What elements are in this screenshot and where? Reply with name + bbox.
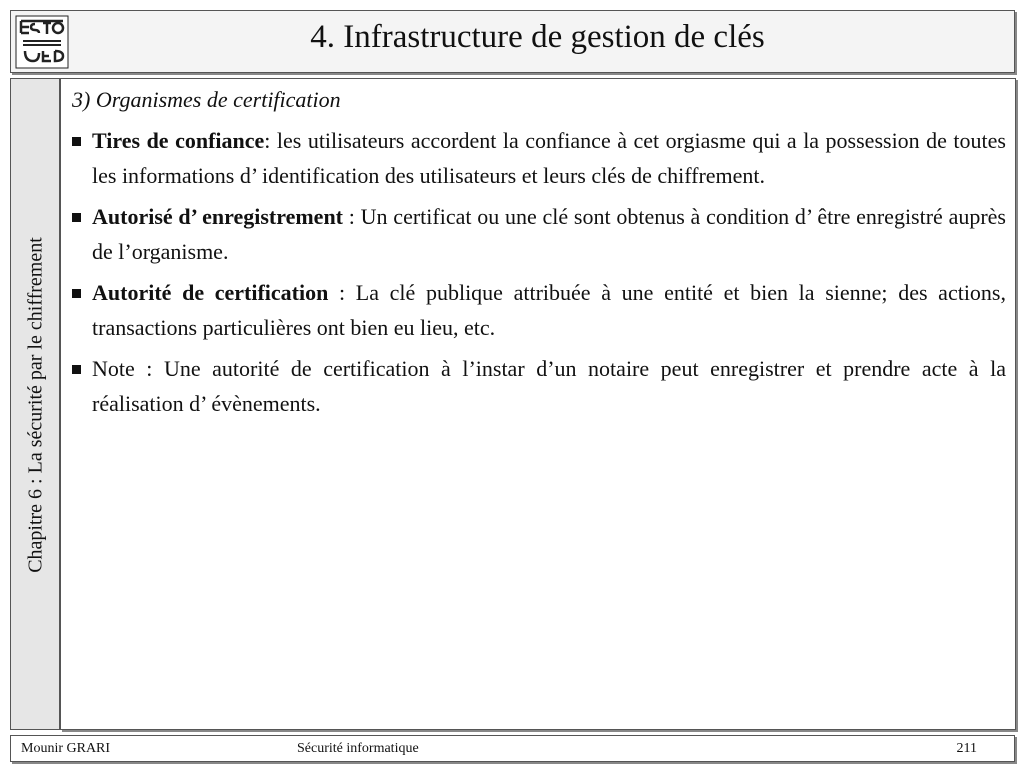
square-bullet-icon <box>72 365 81 374</box>
bullet-text: La clé publique attribuée à une entité et bien la sienne; des actions, transactions particulières ont bien eu lieu, etc. <box>92 280 1006 340</box>
bullet-text: Note : Une autorité de certification à l’instar d’un notaire peut enregistrer et prendre acte à la réalisation d’ évènements. <box>92 356 1006 416</box>
footer-course: Sécurité informatique <box>297 741 419 756</box>
square-bullet-icon <box>72 137 81 146</box>
school-logo-icon <box>15 15 69 69</box>
bullet-list <box>72 123 1006 427</box>
header-bar <box>10 10 1015 73</box>
chapter-sidebar <box>10 78 60 730</box>
list-item <box>72 275 1006 345</box>
footer-bar <box>10 735 1015 762</box>
bullet-term: Autorité de certification <box>92 280 329 305</box>
list-item <box>72 123 1006 193</box>
bullet-separator: : <box>343 204 361 229</box>
bullet-separator: : <box>264 128 277 153</box>
square-bullet-icon <box>72 289 81 298</box>
slide-content <box>60 78 1016 730</box>
list-item <box>72 351 1006 421</box>
bullet-text: Un certificat ou une clé sont obtenus à condition d’ être enregistré auprès de l’organisme. <box>92 204 1006 264</box>
list-item <box>72 199 1006 269</box>
page-title: 4. Infrastructure de gestion de clés <box>310 19 765 55</box>
bullet-term: Tires de confiance <box>92 128 265 153</box>
square-bullet-icon <box>72 213 81 222</box>
bullet-separator: : <box>328 280 356 305</box>
bullet-text: les utilisateurs accordent la confiance à cet orgiasme qui a la possession de toutes les informations d’ identification des utilisateurs et leurs clés de chiffrement. <box>92 128 1006 188</box>
footer-author: Mounir GRARI <box>21 741 111 756</box>
bullet-term: Autorisé d’ enregistrement <box>92 204 344 229</box>
chapter-label: Chapitre 6 : La sécurité par le chiffrement <box>24 237 47 573</box>
section-subtitle: 3) Organismes de certification <box>72 87 341 112</box>
page-number: 211 <box>956 741 977 756</box>
